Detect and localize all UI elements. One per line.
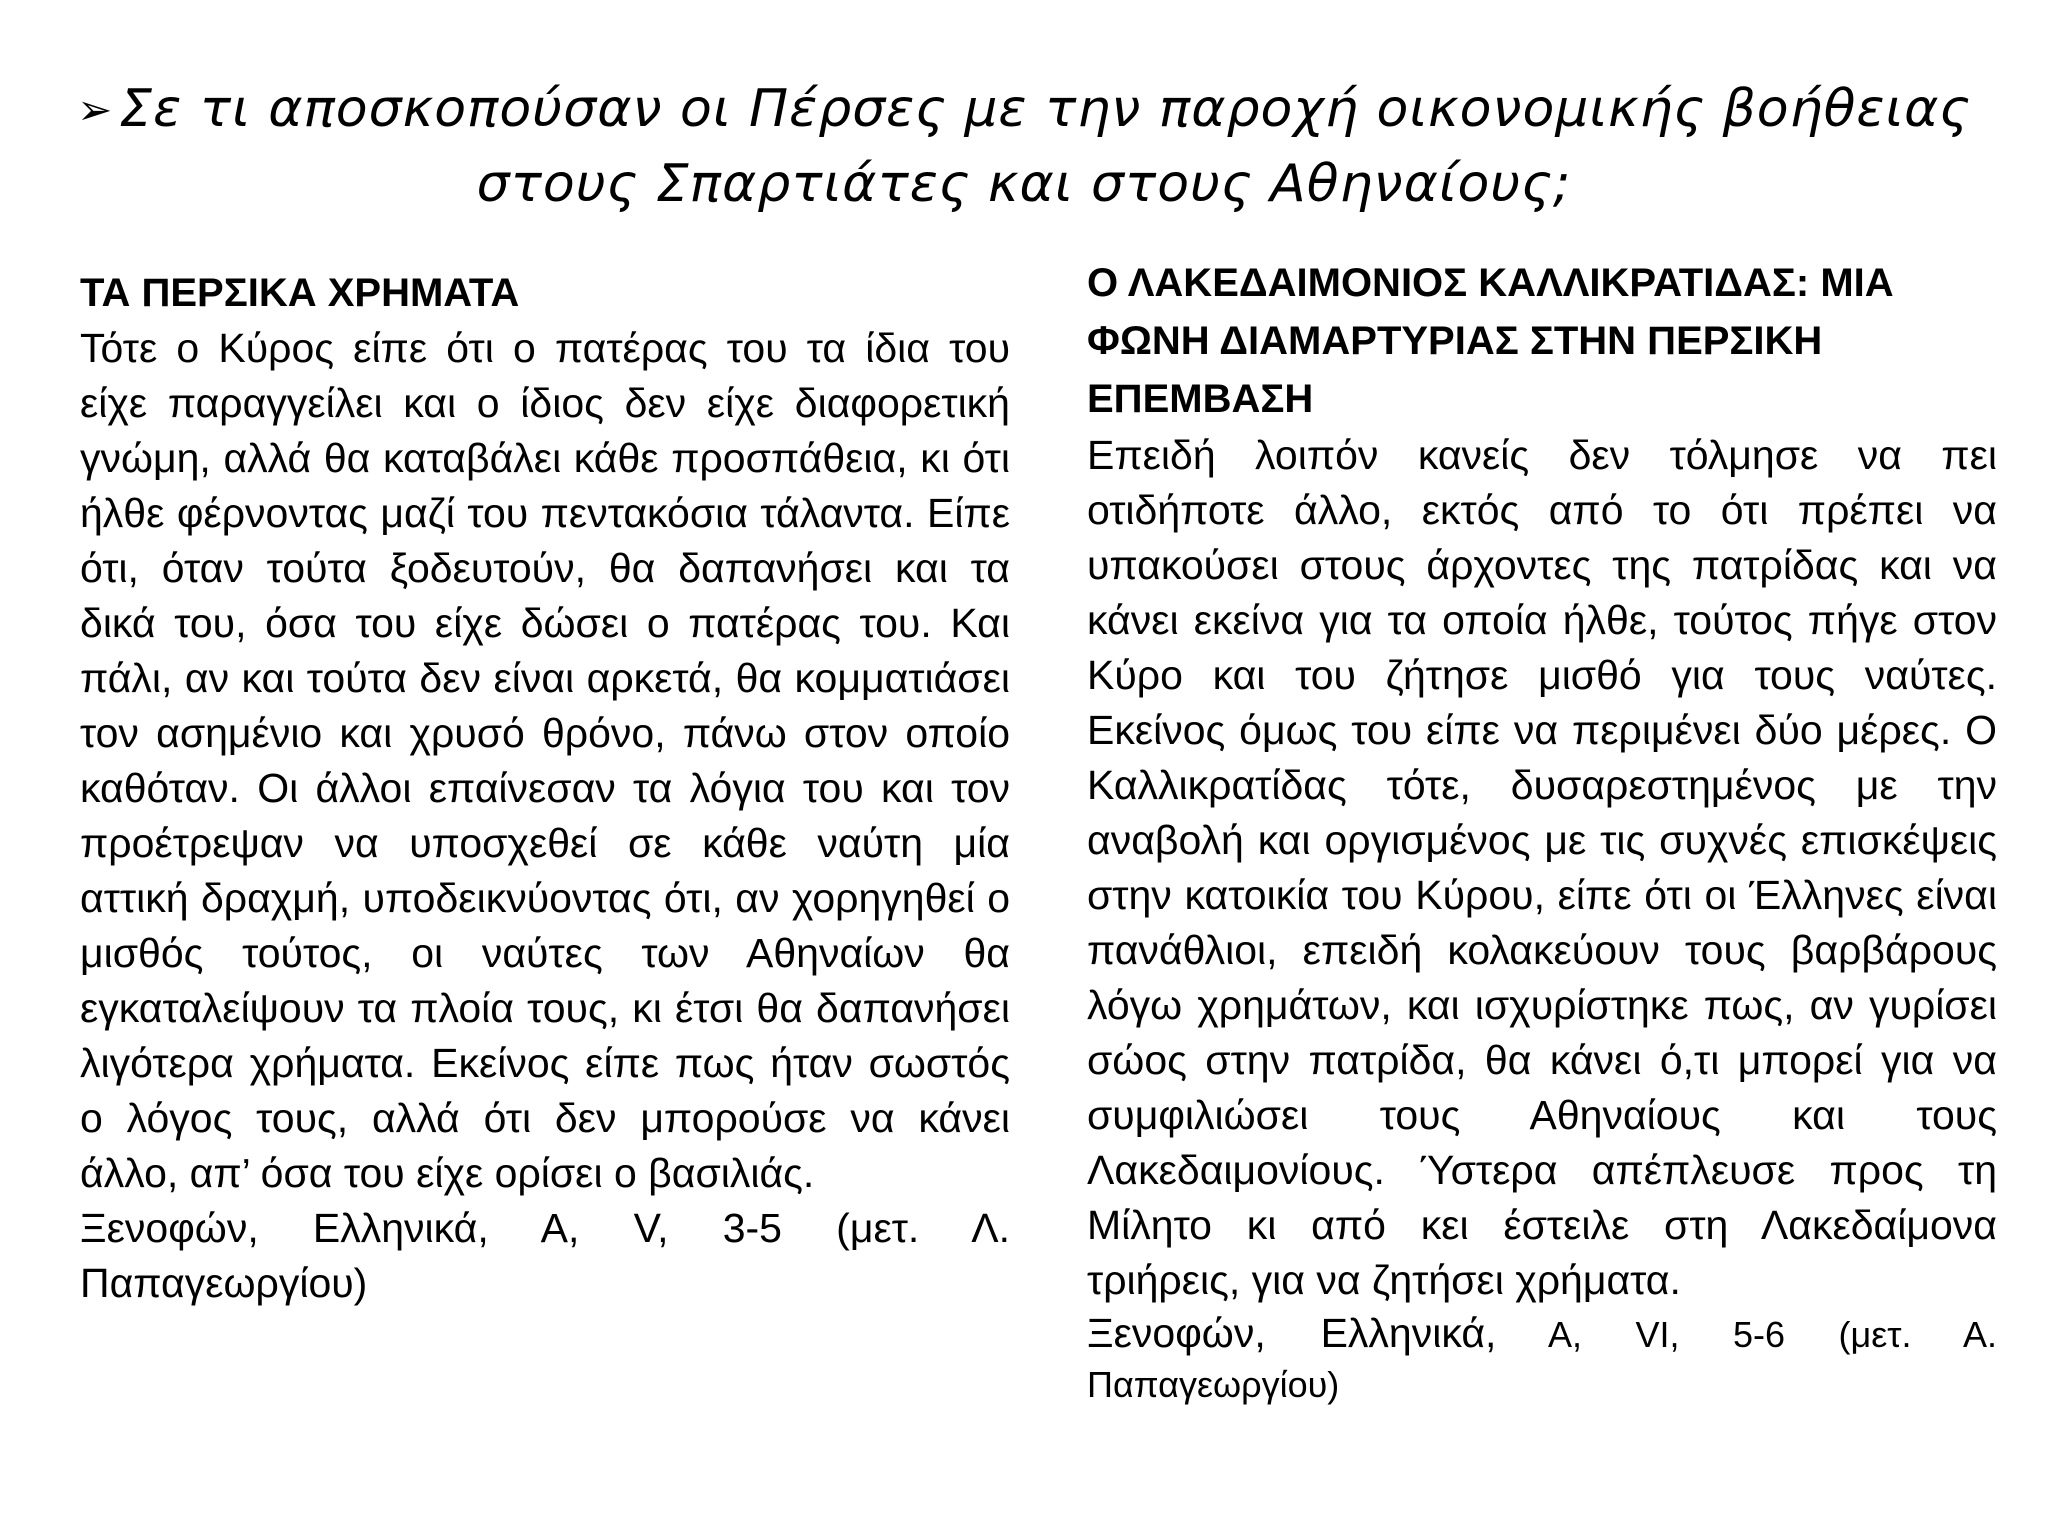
left-column-heading: ΤΑ ΠΕΡΣΙΚΑ ΧΡΗΜΑΤΑ [80,271,520,315]
slide-title [40,72,2008,221]
left-column-source: Ξενοφών, Ελληνικά, Α, V, 3-5 (μετ. Λ. Παπαγεωργίου) [80,1205,1010,1306]
right-column-body: Επειδή λοιπόν κανείς δεν τόλμησε να πει οτιδήποτε άλλο, εκτός από το ότι πρέπει να υπακούσει στους άρχοντες της πατρίδας και να κάνει εκείνα για τα οποία ήλθε, τούτος πήγε στον Κύρο και του ζήτησε μισθό για τους ναύτες. Εκείνος όμως του είπε να περιμένει δύο μέρες. Ο Καλλικρατίδας τότε, δυσαρεστημένος με την αναβολή και οργισμένος με τις συχνές επισκέψεις στην κατοικία του Κύρου, είπε ότι οι Έλληνες είναι πανάθλιοι, επειδή κολακεύουν τους βαρβάρους λόγω χρημάτων, και ισχυρίστηκε πως, αν γυρίσει σώος στην πατρίδα, θα κάνει ό,τι μπορεί για να συμφιλιώσει τους Αθηναίους και τους Λακεδαιμονίους. Ύστερα απέπλευσε προς τη Μίλητο κι από κει έστειλε στη Λακεδαίμονα τριήρεις, για να ζητήσει χρήματα. [1087,432,1997,1303]
right-column-source [1087,1308,1997,1410]
slide-title-text: Σε τι αποσκοπούσαν οι Πέρσες με την παροχή οικονομικής βοήθειας στους Σπαρτιάτες και στους Αθηναίους; [119,79,1971,214]
left-column-body: Τότε ο Κύρος είπε ότι ο πατέρας του τα ίδια του είχε παραγγείλει και ο ίδιος δεν είχε διαφορετική γνώμη, αλλά θα καταβάλει κάθε προσπάθεια, κι ότι ήλθε φέρνοντας μαζί του πεντακόσια τάλαντα. Είπε ότι, όταν τούτα ξοδευτούν, θα δαπανήσει και τα δικά του, όσα του είχε δώσει ο πατέρας του. Και πάλι, αν και τούτα δεν είναι αρκετά, θα κομματιάσει τον ασημένιο και χρυσό θρόνο, πάνω στον οποίο καθόταν. Οι άλλοι επαίνεσαν τα λόγια του και τον προέτρεψαν να υποσχεθεί σε κάθε ναύτη μία αττική δραχμή, υποδεικνύοντας ότι, αν χορηγηθεί ο μισθός τούτος, οι ναύτες των Αθηναίων θα εγκαταλείψουν τα πλοία τους, κι έτσι θα δαπανήσει λιγότερα χρήματα. Εκείνος είπε πως ήταν σωστός ο λόγος τους, αλλά ότι δεν μπορούσε να κάνει άλλο, απ’ όσα του είχε ορίσει ο βασιλιάς. [80,325,1010,1196]
right-column-source-rest: Α, VI, 5-6 (μετ. Α. Παπαγεωργίου) [1087,1314,1997,1405]
right-column-heading: Ο ΛΑΚΕΔΑΙΜΟΝΙΟΣ ΚΑΛΛΙΚΡΑΤΙΔΑΣ: ΜΙΑ ΦΩΝΗ ΔΙΑΜΑΡΤΥΡΙΑΣ ΣΤΗΝ ΠΕΡΣΙΚΗ ΕΠΕΜΒΑΣΗ [1087,261,1894,421]
right-column-source-lead: Ξενοφών, Ελληνικά, [1087,1310,1497,1356]
arrow-bullet-icon: ➢ [77,85,114,134]
left-text-column [80,266,1010,1311]
right-text-column [1087,254,1997,1410]
